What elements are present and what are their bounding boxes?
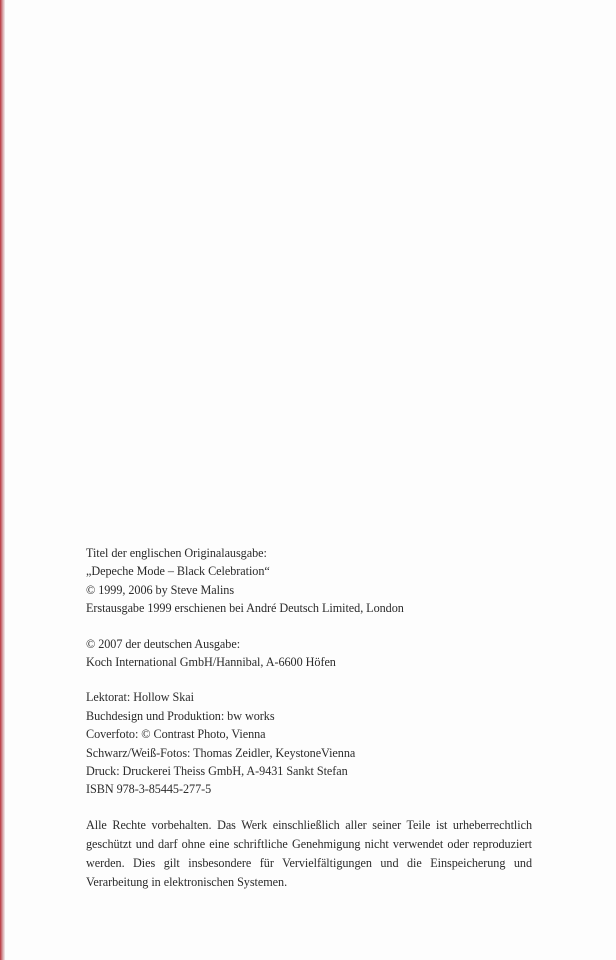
publisher-address: Koch International GmbH/Hannibal, A-6600 Höfen	[86, 655, 336, 670]
black-white-photo-credit: Schwarz/Weiß-Fotos: Thomas Zeidler, KeystoneVienna	[86, 745, 356, 760]
design-credit: Buchdesign und Produktion: bw works	[86, 708, 275, 723]
rights-notice: Alle Rechte vorbehalten. Das Werk einschließlich aller seiner Teile ist urheberrechtlich geschützt und darf ohne eine schriftliche Genehmigung nicht verwendet oder reproduziert werden. Dies gilt insbesondere für Vervielfältigungen und die Einspeicherung und Verarbeitung in elektronischen Systemen.	[86, 817, 532, 890]
original-title-label: Titel der englischen Originalausgabe:	[86, 546, 267, 560]
original-edition-block	[86, 544, 534, 618]
printing-credit: Druck: Druckerei Theiss GmbH, A-9431 Sankt Stefan	[86, 764, 348, 779]
imprint-page	[86, 544, 534, 904]
original-title: „Depeche Mode – Black Celebration“	[86, 564, 270, 579]
red-page-edge	[0, 0, 5, 960]
german-edition-copyright: © 2007 der deutschen Ausgabe:	[86, 636, 241, 651]
first-edition-note: Erstausgabe 1999 erschienen bei André Deutsch Limited, London	[86, 601, 404, 616]
isbn: ISBN 978-3-85445-277-5	[86, 782, 212, 797]
original-copyright: © 1999, 2006 by Steve Malins	[86, 582, 235, 597]
editor-credit: Lektorat: Hollow Skai	[86, 690, 194, 705]
cover-photo-credit: Coverfoto: © Contrast Photo, Vienna	[86, 727, 266, 742]
german-edition-block	[86, 635, 534, 672]
production-credits-block	[86, 688, 534, 798]
